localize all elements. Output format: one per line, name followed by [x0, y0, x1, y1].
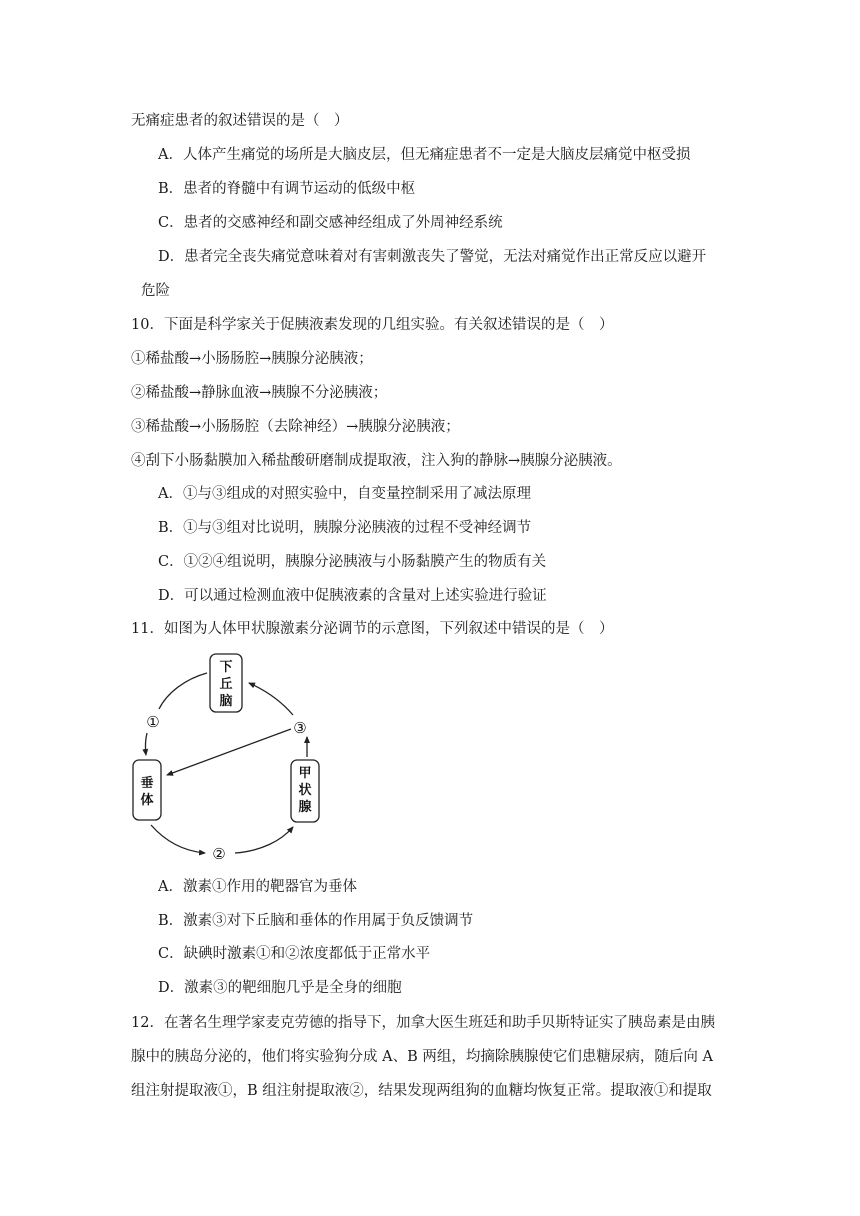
- q9-option-d-cont: 危险: [141, 283, 170, 299]
- q11-stem: 11．如图为人体甲状腺激素分泌调节的示意图，下列叙述中错误的是（ ）: [131, 621, 614, 637]
- hormone-1-label: ①: [146, 713, 160, 731]
- pituitary-char-1: 垂: [140, 776, 154, 791]
- q12-line-2: 腺中的胰岛分泌的，他们将实验狗分成 A、B 两组，均摘除胰腺使它们患糖尿病，随后向 A: [131, 1049, 713, 1065]
- q9-option-c: C．患者的交感神经和副交感神经组成了外周神经系统: [158, 215, 503, 231]
- q10-option-c: C．①②④组说明，胰腺分泌胰液与小肠黏膜产生的物质有关: [158, 554, 547, 570]
- thyroid-box: [291, 760, 319, 822]
- hypothalamus-char-3: 脑: [219, 694, 233, 709]
- pituitary-char-2: 体: [140, 793, 154, 808]
- arrow-3-to-pituitary: [167, 729, 291, 775]
- q10-experiment-2: ②稀盐酸→静脉血液→胰腺不分泌胰液；: [131, 385, 388, 401]
- arrow-1-to-pituitary: [145, 733, 147, 755]
- q10-experiment-4: ④刮下小肠黏膜加入稀盐酸研磨制成提取液，注入狗的静脉→胰腺分泌胰液。: [131, 453, 622, 469]
- arrow-2-to-thyroid: [235, 827, 293, 853]
- q11-option-a: A．激素①作用的靶器官为垂体: [158, 879, 357, 895]
- pituitary-box: [133, 760, 161, 820]
- q9-option-b: B．患者的脊髓中有调节运动的低级中枢: [158, 181, 416, 197]
- q10-option-b: B．①与③组对比说明，胰腺分泌胰液的过程不受神经调节: [158, 520, 532, 536]
- q10-option-a: A．①与③组成的对照实验中，自变量控制采用了减法原理: [158, 486, 531, 502]
- hormone-2-label: ②: [212, 845, 226, 863]
- thyroid-char-1: 甲: [298, 766, 312, 781]
- q11-option-c: C．缺碘时激素①和②浓度都低于正常水平: [158, 946, 431, 962]
- thyroid-char-3: 腺: [298, 800, 312, 815]
- q9-option-a: A．人体产生痛觉的场所是大脑皮层，但无痛症患者不一定是大脑皮层痛觉中枢受损: [158, 147, 691, 163]
- arrow-hypothalamus-to-1: [159, 673, 207, 709]
- arrow-3-to-hypothalamus: [249, 683, 293, 715]
- hypothalamus-box: [210, 654, 242, 712]
- q10-experiment-3: ③稀盐酸→小肠肠腔（去除神经）→胰腺分泌胰液；: [131, 419, 460, 435]
- q12-line-3: 组注射提取液①，B 组注射提取液②，结果发现两组狗的血糖均恢复正常。提取液①和提取: [131, 1083, 712, 1099]
- arrow-pituitary-to-2: [151, 825, 205, 853]
- hypothalamus-char-1: 下: [219, 660, 233, 675]
- q10-stem: 10．下面是科学家关于促胰液素发现的几组实验。有关叙述错误的是（ ）: [131, 317, 614, 333]
- hypothalamus-char-2: 丘: [219, 677, 233, 692]
- q10-experiment-1: ①稀盐酸→小肠肠腔→胰腺分泌胰液；: [131, 351, 373, 367]
- hormone-3-label: ③: [293, 719, 307, 737]
- q10-option-d: D．可以通过检测血液中促胰液素的含量对上述实验进行验证: [158, 588, 547, 604]
- thyroid-regulation-diagram: [125, 647, 335, 867]
- q9-option-d: D．患者完全丧失痛觉意味着对有害刺激丧失了警觉，无法对痛觉作出正常反应以避开: [158, 249, 707, 265]
- q11-option-d: D．激素③的靶细胞几乎是全身的细胞: [158, 980, 402, 996]
- q11-option-b: B．激素③对下丘脑和垂体的作用属于负反馈调节: [158, 913, 474, 929]
- thyroid-char-2: 状: [298, 783, 312, 798]
- q12-line-1: 12．在著名生理学家麦克劳德的指导下，加拿大医生班廷和助手贝斯特证实了胰岛素是由胰: [131, 1015, 715, 1031]
- q9-stem-tail: 无痛症患者的叙述错误的是（ ）: [131, 113, 349, 129]
